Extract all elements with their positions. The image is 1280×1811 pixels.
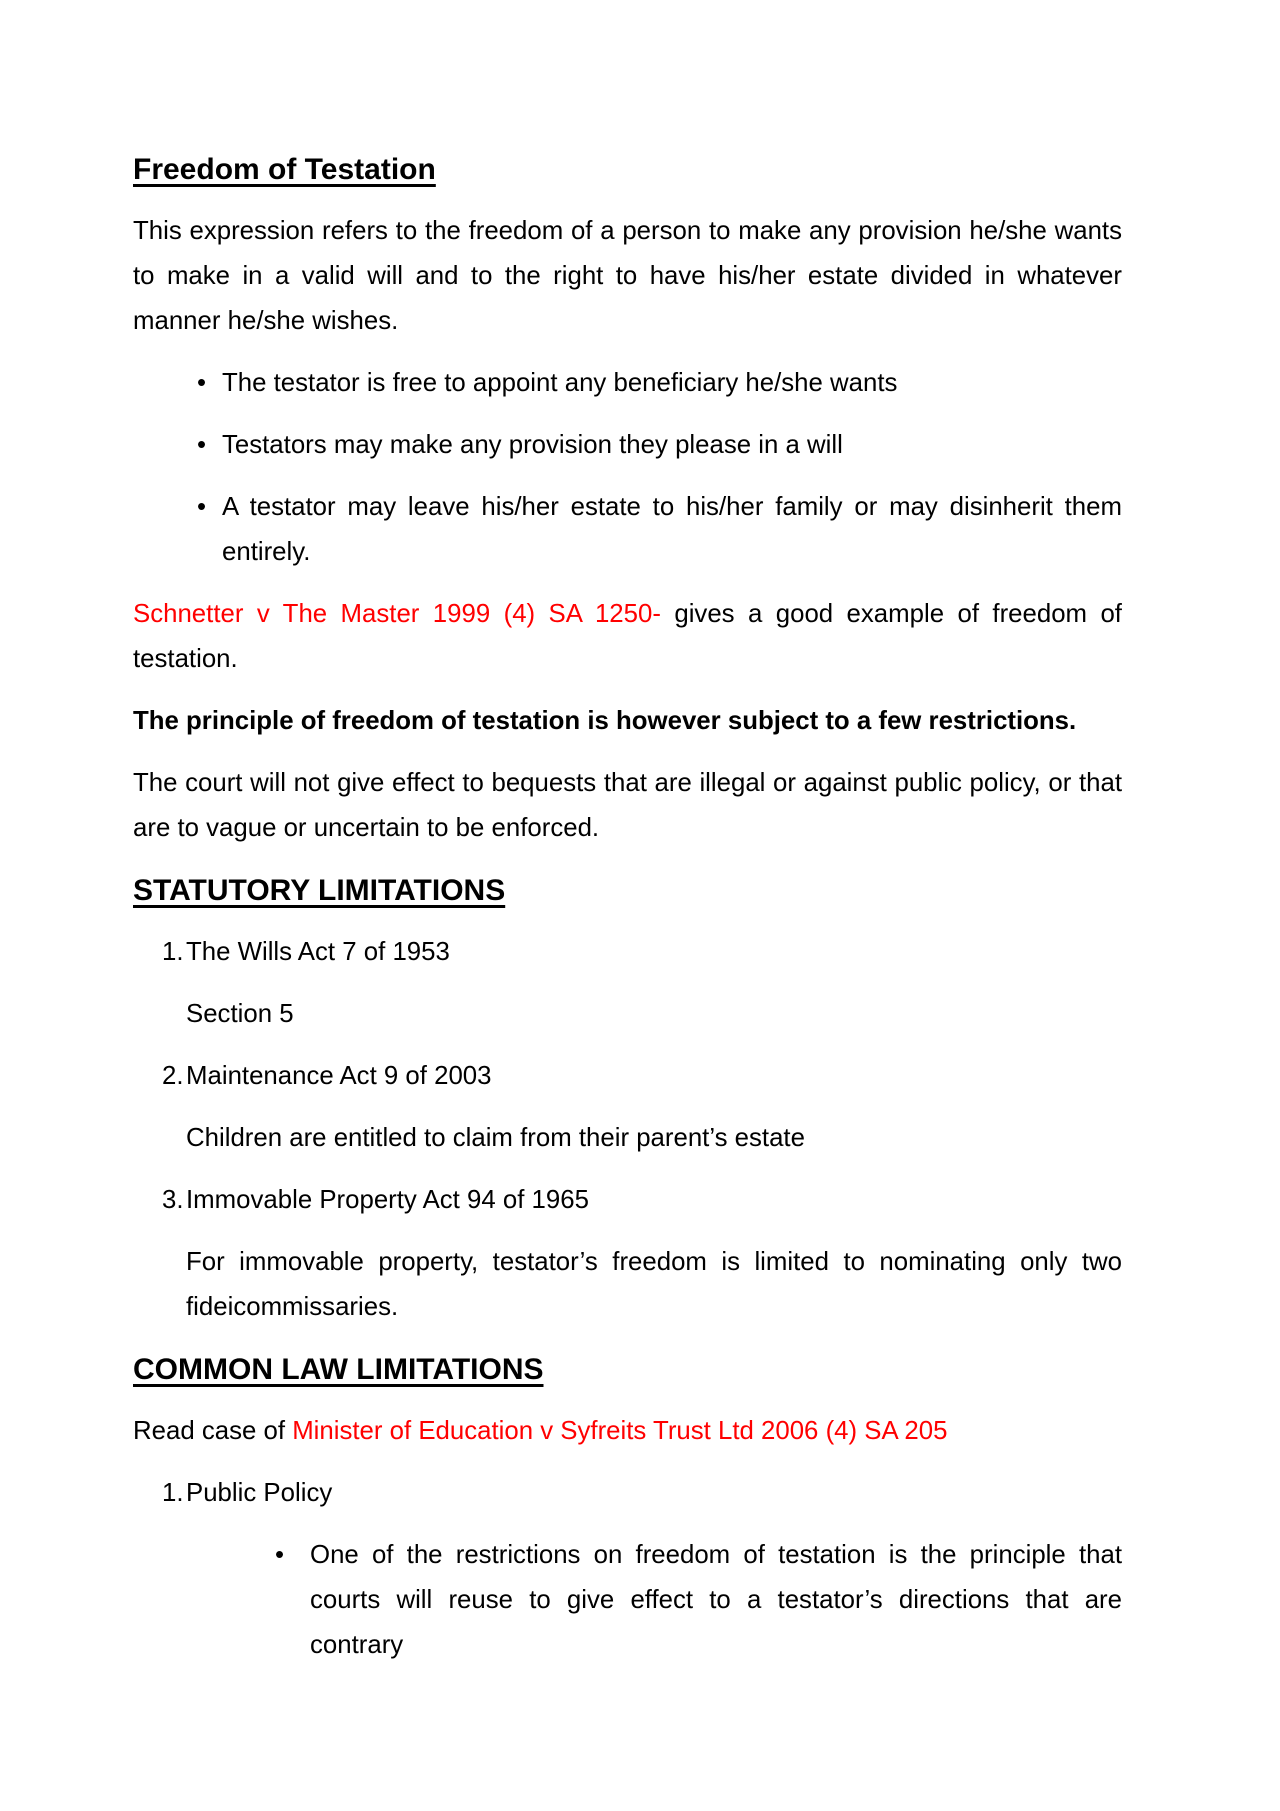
item-number: 3. [162, 1186, 184, 1214]
numbered-item-text: Public Policy [186, 1479, 333, 1507]
bullet-icon: • [275, 1541, 285, 1569]
schnetter-case-paragraph [133, 592, 1122, 682]
principle-note: The principle of freedom of testation is however subject to a few restrictions. [133, 707, 1077, 735]
read-case-paragraph [133, 1409, 1122, 1454]
bullet-item-text: Testators may make any provision they please in a will [222, 431, 843, 459]
numbered-item [133, 930, 1122, 975]
numbered-item-detail: For immovable property, testator’s freedom is limited to nominating only two fideicommissaries. [186, 1248, 1122, 1321]
numbered-item-text: Immovable Property Act 94 of 1965 [186, 1186, 589, 1214]
bullet-item [133, 423, 1122, 468]
sub-bullet-item [133, 1533, 1122, 1668]
bullet-icon: • [197, 493, 207, 521]
bullet-icon: • [197, 369, 207, 397]
case-citation: Schnetter v The Master 1999 (4) SA 1250- [133, 600, 661, 628]
freedom-bullet-list [133, 361, 1122, 575]
numbered-item [133, 1471, 1122, 1516]
intro-paragraph: This expression refers to the freedom of a person to make any provision he/she wants to make in a valid will and to the right to have his/her estate divided in whatever manner he/she wishes. [133, 217, 1122, 335]
bullet-icon: • [197, 431, 207, 459]
statutory-limitations-heading [133, 868, 1122, 913]
numbered-item-text: Maintenance Act 9 of 2003 [186, 1062, 492, 1090]
case-citation: Minister of Education v Syfreits Trust Ltd 2006 (4) SA 205 [292, 1417, 948, 1445]
common-law-limitations-heading-text: COMMON LAW LIMITATIONS [133, 1353, 544, 1386]
bullet-item-text: A testator may leave his/her estate to his/her family or may disinherit them entirely. [222, 493, 1122, 566]
bullet-item [133, 361, 1122, 406]
item-number: 2. [162, 1062, 184, 1090]
bullet-item [133, 485, 1122, 575]
common-law-numbered-list [133, 1471, 1122, 1668]
numbered-item [133, 1054, 1122, 1099]
numbered-item-detail: Children are entitled to claim from their parent’s estate [186, 1124, 805, 1152]
item-number: 1. [162, 1479, 184, 1507]
bullet-item-text: The testator is free to appoint any beneficiary he/she wants [222, 369, 898, 397]
case-comment: gives a good example of freedom of testation. [133, 600, 1122, 673]
read-case-prefix: Read case of [133, 1417, 293, 1445]
statutory-limitations-heading-text: STATUTORY LIMITATIONS [133, 874, 506, 907]
court-paragraph: The court will not give effect to bequests that are illegal or against public policy, or that are to vague or uncertain to be enforced. [133, 769, 1122, 842]
item-number: 1. [162, 938, 184, 966]
page-title-text: Freedom of Testation [133, 153, 436, 186]
numbered-item-detail: Section 5 [186, 1000, 294, 1028]
page-title [133, 147, 1122, 192]
numbered-item [133, 1178, 1122, 1223]
statutory-numbered-list [133, 930, 1122, 1330]
common-law-limitations-heading [133, 1347, 1122, 1392]
numbered-item-text: The Wills Act 7 of 1953 [186, 938, 450, 966]
sub-bullet-item-text: One of the restrictions on freedom of testation is the principle that courts will reuse to give effect to a testator’s directions that are contrary [310, 1541, 1122, 1659]
